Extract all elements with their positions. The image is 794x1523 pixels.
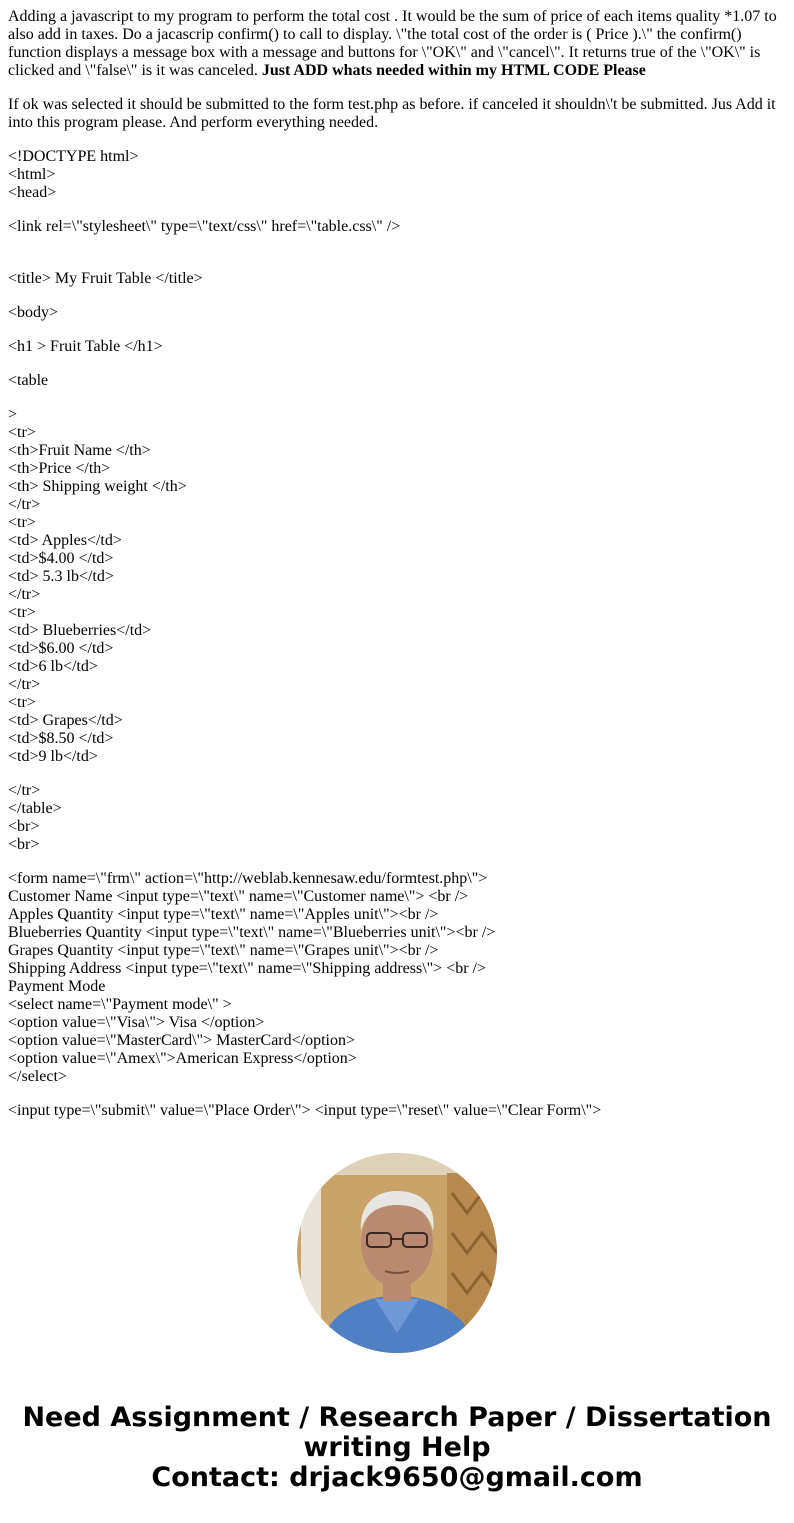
code-line: </tr> — [8, 496, 41, 513]
promo-line-2: writing Help — [303, 1432, 491, 1463]
code-line: Blueberries Quantity <input type=\"text\" name=\"Blueberries unit\"><br /> — [8, 924, 496, 941]
code-line: <td>$4.00 </td> — [8, 550, 114, 567]
code-line: <!DOCTYPE html> — [8, 148, 139, 165]
code-line: <body> — [8, 304, 59, 321]
code-line: <select name=\"Payment mode\" > — [8, 996, 232, 1013]
code-line: <br> — [8, 836, 40, 853]
code-head-block — [8, 148, 784, 202]
code-line: <tr> — [8, 694, 36, 711]
code-table-close-block — [8, 782, 784, 854]
code-title-block — [8, 270, 784, 288]
code-line: <input type=\"submit\" value=\"Place Order\"> <input type=\"reset\" value=\"Clear Form\"> — [8, 1102, 602, 1119]
code-line: <td>9 lb</td> — [8, 748, 98, 765]
code-line: <title> My Fruit Table </title> — [8, 270, 203, 287]
code-line: <tr> — [8, 604, 36, 621]
person-portrait-icon — [297, 1153, 497, 1353]
code-line: <tr> — [8, 514, 36, 531]
code-line: <br> — [8, 818, 40, 835]
code-line: <th>Price </th> — [8, 460, 111, 477]
code-line: <form name=\"frm\" action=\"http://weblab.kennesaw.edu/formtest.php\"> — [8, 870, 488, 887]
promo-banner — [0, 1403, 794, 1493]
code-line: </table> — [8, 800, 62, 817]
code-line: </tr> — [8, 586, 41, 603]
code-line: <td> Apples</td> — [8, 532, 122, 549]
code-line: <td>$6.00 </td> — [8, 640, 114, 657]
code-body-block — [8, 304, 784, 322]
code-line: </tr> — [8, 676, 41, 693]
code-line: Customer Name <input type=\"text\" name=\"Customer name\"> <br /> — [8, 888, 469, 905]
code-line: <tr> — [8, 424, 36, 441]
code-line: <table — [8, 372, 49, 389]
code-line: Grapes Quantity <input type=\"text\" name=\"Grapes unit\"><br /> — [8, 942, 439, 959]
code-table-open-block — [8, 372, 784, 390]
question-text: Adding a javascript to my program to perform the total cost . It would be the sum of price of each items quality *1.07 to also add in taxes. Do a jacascrip confirm() to call to display. \"the total cost of the order is ( Price ).\" the confirm() function displays a message box with a message and buttons for \"OK\" and \"cancel\". It returns true of the \"OK\" is clicked and \"false\" is it was canceled. — [8, 8, 777, 79]
code-h1-block — [8, 338, 784, 356]
question-content — [8, 8, 784, 1136]
code-link-block — [8, 218, 784, 236]
code-line: <td>$8.50 </td> — [8, 730, 114, 747]
code-line: <td>6 lb</td> — [8, 658, 98, 675]
code-form-block — [8, 870, 784, 1086]
code-line: <html> — [8, 166, 56, 183]
code-line: <option value=\"Amex\">American Express</option> — [8, 1050, 357, 1067]
code-line: </tr> — [8, 782, 41, 799]
code-line: > — [8, 406, 18, 423]
author-avatar — [297, 1153, 497, 1353]
code-line: <head> — [8, 184, 57, 201]
code-line: <th>Fruit Name </th> — [8, 442, 151, 459]
code-line: Apples Quantity <input type=\"text\" name=\"Apples unit\"><br /> — [8, 906, 439, 923]
code-line: <option value=\"Visa\"> Visa </option> — [8, 1014, 265, 1031]
code-line: <option value=\"MasterCard\"> MasterCard</option> — [8, 1032, 356, 1049]
code-table-block — [8, 406, 784, 766]
code-line: <td> Blueberries</td> — [8, 622, 152, 639]
question-paragraph-2: If ok was selected it should be submitted to the form test.php as before. if canceled it shouldn\'t be submitted. Jus Add it into this program please. And perform everything needed. — [8, 96, 776, 131]
code-submit-block — [8, 1102, 784, 1120]
code-line: <td> 5.3 lb</td> — [8, 568, 114, 585]
code-line: <td> Grapes</td> — [8, 712, 123, 729]
code-line: <th> Shipping weight </th> — [8, 478, 187, 495]
question-paragraph-1 — [8, 8, 784, 80]
promo-contact: Contact: drjack9650@gmail.com — [151, 1462, 643, 1493]
code-line: Shipping Address <input type=\"text\" name=\"Shipping address\"> <br /> — [8, 960, 487, 977]
question-emphasis: Just ADD whats needed within my HTML CODE Please — [261, 62, 646, 79]
code-line: </select> — [8, 1068, 67, 1085]
promo-line-1: Need Assignment / Research Paper / Dissertation — [22, 1402, 772, 1433]
code-line: <link rel=\"stylesheet\" type=\"text/css\" href=\"table.css\" /> — [8, 218, 401, 235]
code-line: Payment Mode — [8, 978, 106, 995]
code-line: <h1 > Fruit Table </h1> — [8, 338, 163, 355]
